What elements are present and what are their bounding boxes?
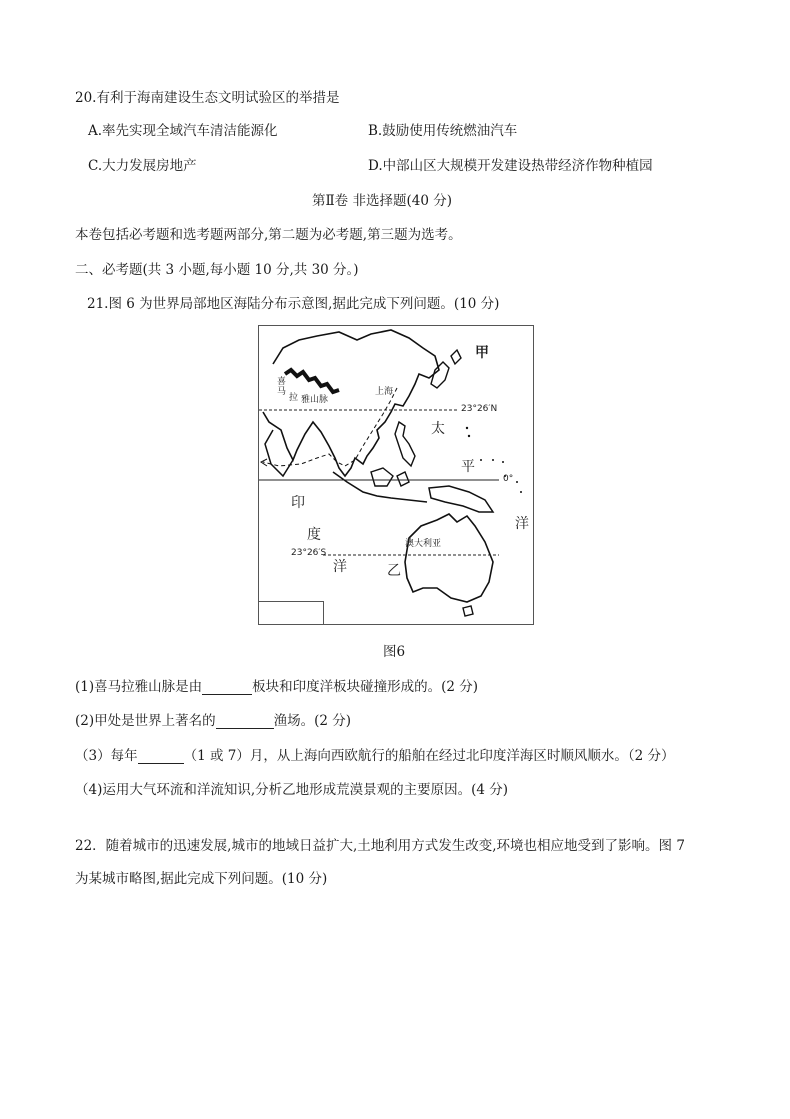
q21-part1 (75, 675, 478, 695)
q21-part4: （4)运用大气环流和洋流知识,分析乙地形成荒漠景观的主要原因。(4 分) (75, 782, 509, 798)
section-title: 第Ⅱ卷 非选择题(40 分) (312, 193, 452, 209)
q22-line2: 为某城市略图,据此完成下列问题。(10 分) (75, 871, 328, 887)
label-himalaya-1: 喜 (277, 377, 287, 387)
tasmania (463, 606, 473, 616)
figure-caption: 图6 (383, 644, 406, 660)
q21-part2 (75, 709, 351, 729)
q21-part3 (75, 744, 674, 764)
label-tropic-n: 23°26′N (461, 404, 498, 414)
part-two-heading: 二、必考题(共 3 小题,每小题 10 分,共 30 分。) (75, 262, 359, 278)
label-du: 度 (307, 527, 321, 543)
section-note: 本卷包括必考题和选考题两部分,第二题为必考题,第三题为选考。 (75, 227, 462, 243)
label-australia: 澳大利亚 (405, 539, 442, 549)
q21-part3-blank[interactable] (138, 749, 184, 764)
label-himalaya-2: 马 (277, 387, 287, 397)
q20-stem: 20.有利于海南建设生态文明试验区的举措是 (75, 90, 340, 106)
q21-part3-text-a: （3）每年 (75, 748, 138, 764)
philippines (395, 422, 415, 466)
australia-coastline (405, 514, 493, 602)
q21-part3-text-b: （1 或 7）月，从上海向西欧航行的船舶在经过北印度洋海区时顺风顺水。（2 分） (183, 748, 675, 764)
map-figure-6 (258, 325, 534, 625)
label-tropic-s: 23°26′S (291, 548, 327, 558)
shipping-route (263, 388, 397, 466)
q20-option-a: A.率先实现全域汽车清洁能源化 (88, 123, 278, 139)
label-equator: 0° (503, 474, 514, 484)
q21-part1-blank[interactable] (202, 680, 252, 695)
label-ping: 平 (461, 459, 475, 475)
q21-part2-text-a: (2)甲处是世界上著名的 (75, 713, 216, 729)
q21-part1-text-b: 板块和印度洋板块碰撞形成的。(2 分) (252, 679, 479, 695)
map-legend (259, 601, 324, 624)
indonesia-islands (333, 472, 427, 502)
label-yi: 乙 (387, 563, 401, 579)
q20-option-d: D.中部山区大规模开发建设热带经济作物种植园 (368, 158, 653, 174)
label-yang-pacific: 洋 (515, 516, 529, 532)
label-jia: 甲 (475, 345, 489, 361)
label-yang-indian: 洋 (333, 559, 347, 575)
japan-islands (431, 362, 449, 388)
label-yin: 印 (291, 495, 305, 511)
q21-part2-blank[interactable] (216, 714, 274, 729)
q20-option-b: B.鼓励使用传统燃油汽车 (368, 123, 518, 139)
q21-part2-text-b: 渔场。(2 分) (273, 713, 352, 729)
label-tai: 太 (431, 421, 445, 437)
label-shanghai: 上海 (375, 387, 394, 397)
q21-part1-text-a: (1)喜马拉雅山脉是由 (75, 679, 203, 695)
new-guinea (429, 486, 493, 512)
asia-coastline (263, 330, 439, 476)
q21-stem: 21.图 6 为世界局部地区海陆分布示意图,据此完成下列问题。(10 分) (87, 296, 500, 312)
label-himalaya-4: 雅山脉 (301, 395, 329, 405)
himalaya-ridge (285, 370, 339, 392)
q20-option-c: C.大力发展房地产 (88, 158, 197, 174)
label-himalaya-3: 拉 (289, 393, 299, 403)
q22-line1: 22．随着城市的迅速发展,城市的地域日益扩大,土地利用方式发生改变,环境也相应地受到了影响。图 7 (75, 838, 685, 854)
